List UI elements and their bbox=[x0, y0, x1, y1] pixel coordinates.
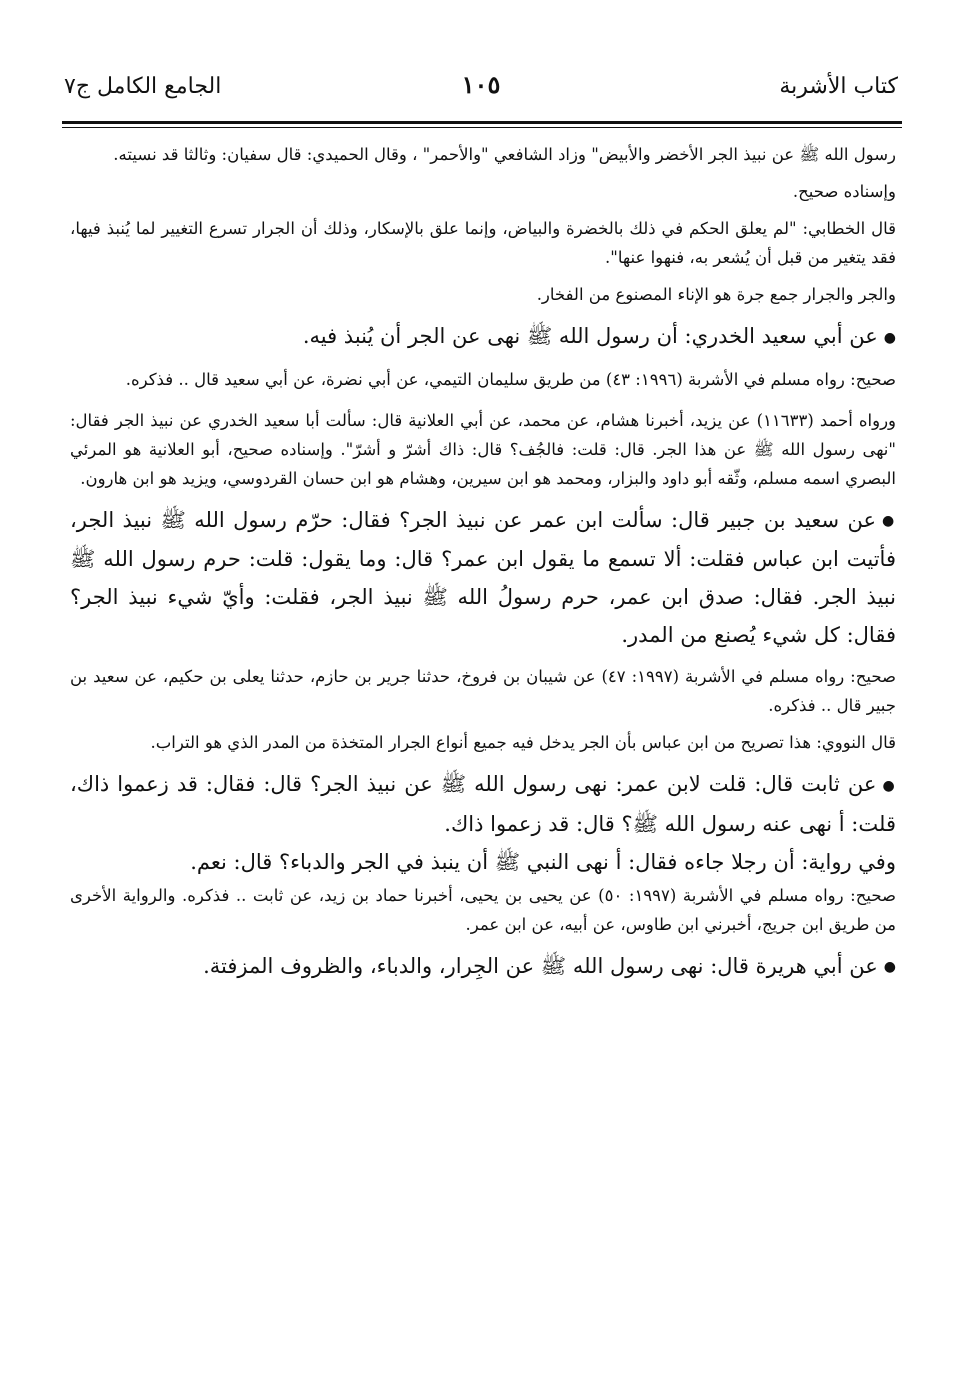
paragraph-text: رسول الله ﷺ عن نبيذ الجر الأخضر والأبيض" وزاد الشافعي "والأحمر" ، وقال الحميدي: قال سفيان: وثالثا قد نسيته. bbox=[113, 145, 896, 164]
paragraph bbox=[70, 177, 896, 206]
bullet-icon: ● bbox=[882, 513, 896, 529]
hadith-paragraph bbox=[70, 317, 896, 357]
paragraph bbox=[70, 406, 896, 493]
paragraph-text: وفي رواية: أن رجلا جاءه فقال: أ نهى النبي ﷺ أن ينبذ في الجر والدباء؟ قال: نعم. bbox=[190, 849, 896, 874]
header-rule-thick bbox=[62, 121, 902, 124]
paragraph-text: ورواه أحمد (١١٦٣٣) عن يزيد، أخبرنا هشام، عن محمد، عن أبي العلانية قال: سألت أبا سعيد الخدري عن نبيذ الجر فقال: "نهى رسول الله ﷺ عن هذا الجر. قال: قلت: فالجُف؟ قال: ذاك أشرّ و أشرّ". وإسناده صحيح، أبو العلانية هو المرئي البصري اسمه مسلم، وثّقه أبو داود والبزار، ومحمد هو ابن سيرين، وهشام هو ابن حسان القردوسي، ويزيد هو ابن هارون. bbox=[70, 410, 896, 488]
paragraph-text: صحيح: رواه مسلم في الأشربة (١٩٩٧: ٤٧) عن شيبان بن فروخ، حدثنا جرير بن حازم، حدثنا يعلى بن حكيم، عن سعيد بن جبير قال .. فذكره. bbox=[70, 667, 896, 715]
paragraph bbox=[70, 140, 896, 169]
page-body bbox=[70, 140, 896, 986]
page-number: ١٠٥ bbox=[461, 70, 501, 99]
page-header bbox=[62, 66, 900, 116]
paragraph bbox=[70, 728, 896, 757]
hadith-paragraph bbox=[70, 843, 896, 881]
paragraph-text: صحيح: رواه مسلم في الأشربة (١٩٩٦: ٤٣) من طريق سليمان التيمي، عن أبي نضرة، عن أبي سعيد قال .. فذكره. bbox=[125, 369, 896, 389]
paragraph-text: والجر والجرار جمع جرة هو الإناء المصنوع من الفخار. bbox=[536, 285, 896, 304]
paragraph bbox=[70, 662, 896, 720]
paragraph bbox=[70, 214, 896, 272]
paragraph-text: وإسناده صحيح. bbox=[792, 182, 896, 201]
paragraph-text: عن ثابت قال: قلت لابن عمر: نهى رسول الله ﷺ عن نبيذ الجر؟ قال: فقال: قد زعموا ذاك، قلت: أ نهى عنه رسول الله ﷺ؟ قال: قد زعموا ذاك. bbox=[70, 772, 896, 836]
hadith-paragraph bbox=[70, 765, 896, 843]
paragraph-text: عن أبي هريرة قال: نهى رسول الله ﷺ عن الجِرار، والدباء، والظروف المزفتة. bbox=[203, 953, 878, 978]
paragraph bbox=[70, 365, 896, 394]
paragraph-text: صحيح: رواه مسلم في الأشربة (١٩٩٧: ٥٠) عن يحيى بن يحيى، أخبرنا حماد بن زيد، عن ثابت .. فذكره. والرواية الأخرى من طريق ابن جريج، أخبرني ابن طاوس، عن أبيه، عن ابن عمر. bbox=[70, 885, 897, 934]
paragraph-text: قال الخطابي: "لم يعلق الحكم في ذلك بالخضرة والبياض، وإنما علق بالإسكار، وذلك أن الجرار تسرع التغيير لما يُنبذ فيها، فقد يتغير من قبل أن يُشعر به، فنهوا عنها". bbox=[70, 219, 896, 267]
hadith-paragraph bbox=[70, 501, 896, 655]
paragraph-text: عن سعيد بن جبير قال: سألت ابن عمر عن نبيذ الجر؟ فقال: حرّم رسول الله ﷺ نبيذ الجر، فأتيت ابن عباس فقلت: ألا تسمع ما يقول ابن عمر؟ قال: وما يقول: قلت: حرم رسول الله ﷺ نبيذ الجر. فقال: صدق ابن عمر، حرم رسولُ الله ﷺ نبيذ الجر، فقلت: وأيّ شيء نبيذ الجر؟ فقال: كل شيء يُصنع من المدر. bbox=[70, 507, 896, 647]
header-rule-thin bbox=[62, 127, 902, 128]
paragraph bbox=[70, 280, 896, 309]
bullet-icon: ● bbox=[883, 329, 896, 346]
hadith-paragraph bbox=[70, 947, 896, 987]
paragraph-text: قال النووي: هذا تصريح من ابن عباس بأن الجر يدخل فيه جميع أنواع الجرار المتخذة من المدر الذي هو التراب. bbox=[150, 733, 896, 752]
chapter-title: كتاب الأشربة bbox=[779, 74, 898, 99]
paragraph-text: عن أبي سعيد الخدري: أن رسول الله ﷺ نهى عن الجر أن يُنبذ فيه. bbox=[302, 324, 878, 348]
bullet-icon: ● bbox=[882, 777, 897, 794]
bullet-icon: ● bbox=[883, 959, 896, 975]
book-title: الجامع الكامل ج٧ bbox=[64, 74, 222, 99]
paragraph bbox=[70, 881, 896, 939]
